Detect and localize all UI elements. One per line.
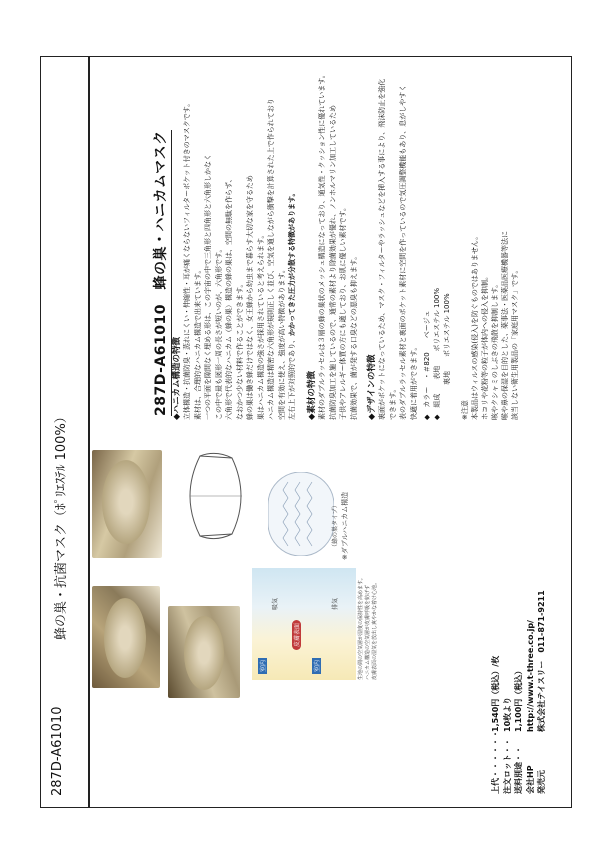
mask-outline-sketch (180, 446, 250, 546)
diagram-label-in-bottom: 室内 (314, 659, 321, 672)
diagram-caption: 生地の間の空気層が湿度の保持性を高めます。 ハニカム構造の空気層が皮膚呼吸を妨げず 皮膚表面の湿気を放出し爽やかな着け心地。 (358, 575, 378, 680)
product-photo-front (92, 586, 160, 688)
section-design-body: 裏面がポケットになっているため、マスク・フィルターやラッシュなどを挿入する事により、飛沫防止を強化 できます。 表のダブルラッセル素材と裏面のポケット素材に空間を作っているので気圧調整機能もあり、息がしやすく 快適に着用ができます。 (378, 78, 418, 420)
diagram-label-exhaust: 排気 (332, 597, 339, 610)
product-code: 287D-A61010 (50, 706, 65, 796)
diagram-label-skin: 皮膚表面 (292, 620, 301, 650)
rotated-sheet (40, 56, 572, 808)
product-name: 蜂の巣・抗菌マスク（ﾎﾟﾘｴｽﾃﾙ 100%） (54, 410, 69, 640)
diagram-label-in-top: 室内 (260, 659, 267, 672)
page-title: 287D-A61010 蜂の巣・ハニカムマスク (150, 130, 172, 416)
section-honeycomb-heading: ◆ハニカム構造の特徴 (172, 336, 182, 420)
company-url-link[interactable]: http://www.t-three.co.jp/ (525, 620, 535, 732)
section-material-heading: ◆素材の特徴 (307, 370, 317, 420)
caution-notes: ※注意 本製品はウィルスの感染(侵入)を防ぐものではありません。 ホコリや花粉等の粒子が体内への侵入を抑制。 咳やクシャミのしぶきの飛散を抑制します。 喉や鼻の保湿を目的とした、薬事法・医薬品医療機器等法に 該当しない衛生用製品の「家庭用マスク」です。 (461, 231, 519, 420)
product-photo-side (168, 606, 240, 698)
section-design-heading: ◆デザインの特徴 (367, 354, 377, 420)
honeycomb-caption: ※ダブルハニカム構造 (341, 491, 349, 560)
section-material-body: 素材のダブルラッセルは３層の蜂の巣状のメッシュ構造になっており、通気性・クッション性に優れています。 抗菌防臭加工を施しているので、通常の素材より除菌効果が優れ、ノンホルマリン加工しているため 子供やアレルギー体質の方にも適しており、お肌に優しい素材です。 抗菌効果で、菌が発する口臭などの悪臭も抑えます。 (318, 71, 358, 420)
honeycomb-structure-illustration (268, 472, 334, 556)
breathability-diagram (252, 568, 356, 680)
section-honeycomb-body: 立体構造・抗菌防臭・蒸れにくい・伸縮性・耳が痛くならないフィルターポケット付きのマスクです。 素材は、合理的なハニカム構造で出来ています。 一つの平面を隙間なく埋める形は、この宇宙の中で三角形と四角形と六角形しかなく この中で最も図形一周の長さが短いのが、六角形です。 六角形で代表的なハニカム（蜂の巣）構造の蜂の巣は、空間の無駄を作らず、 なおかつ少ない材料で作ることができます。 蜂の巣は働き蜂だけではなく、女王蜂から幼虫まで暮らす大切な家を守るため 巣はハニカム構造の強さが採用されていると考えられます。 ハニカム構造は精密な六角形が規則正しく並び、空気を通しながら衝撃を計算された上で作られており 空間を有効に使え、強度が高い特徴があります。 左右上下が対照的であり、かかってきた圧力が分散する特徴があります。 (183, 98, 296, 420)
honeycomb-type-label: （蜂の巣タイプ） (332, 502, 339, 550)
spec-table: ◆ カラー ・＃820 ベージュ ◆ 組成 表地 ポリエステル 100% 裏地 ポリエステル 100% (423, 288, 451, 420)
diagram-label-intake: 吸気 (272, 597, 279, 610)
pricing-block: 上代・・・・・・1,540円（税込）/枚 注文ロット・・10枚より 送料別途・・1,100円（税込） 会社HPhttp://www.t-three.co.jp/ 発売元株式会社テイスリー 011-871-9211 (491, 590, 546, 794)
product-photo-strap (92, 450, 162, 558)
